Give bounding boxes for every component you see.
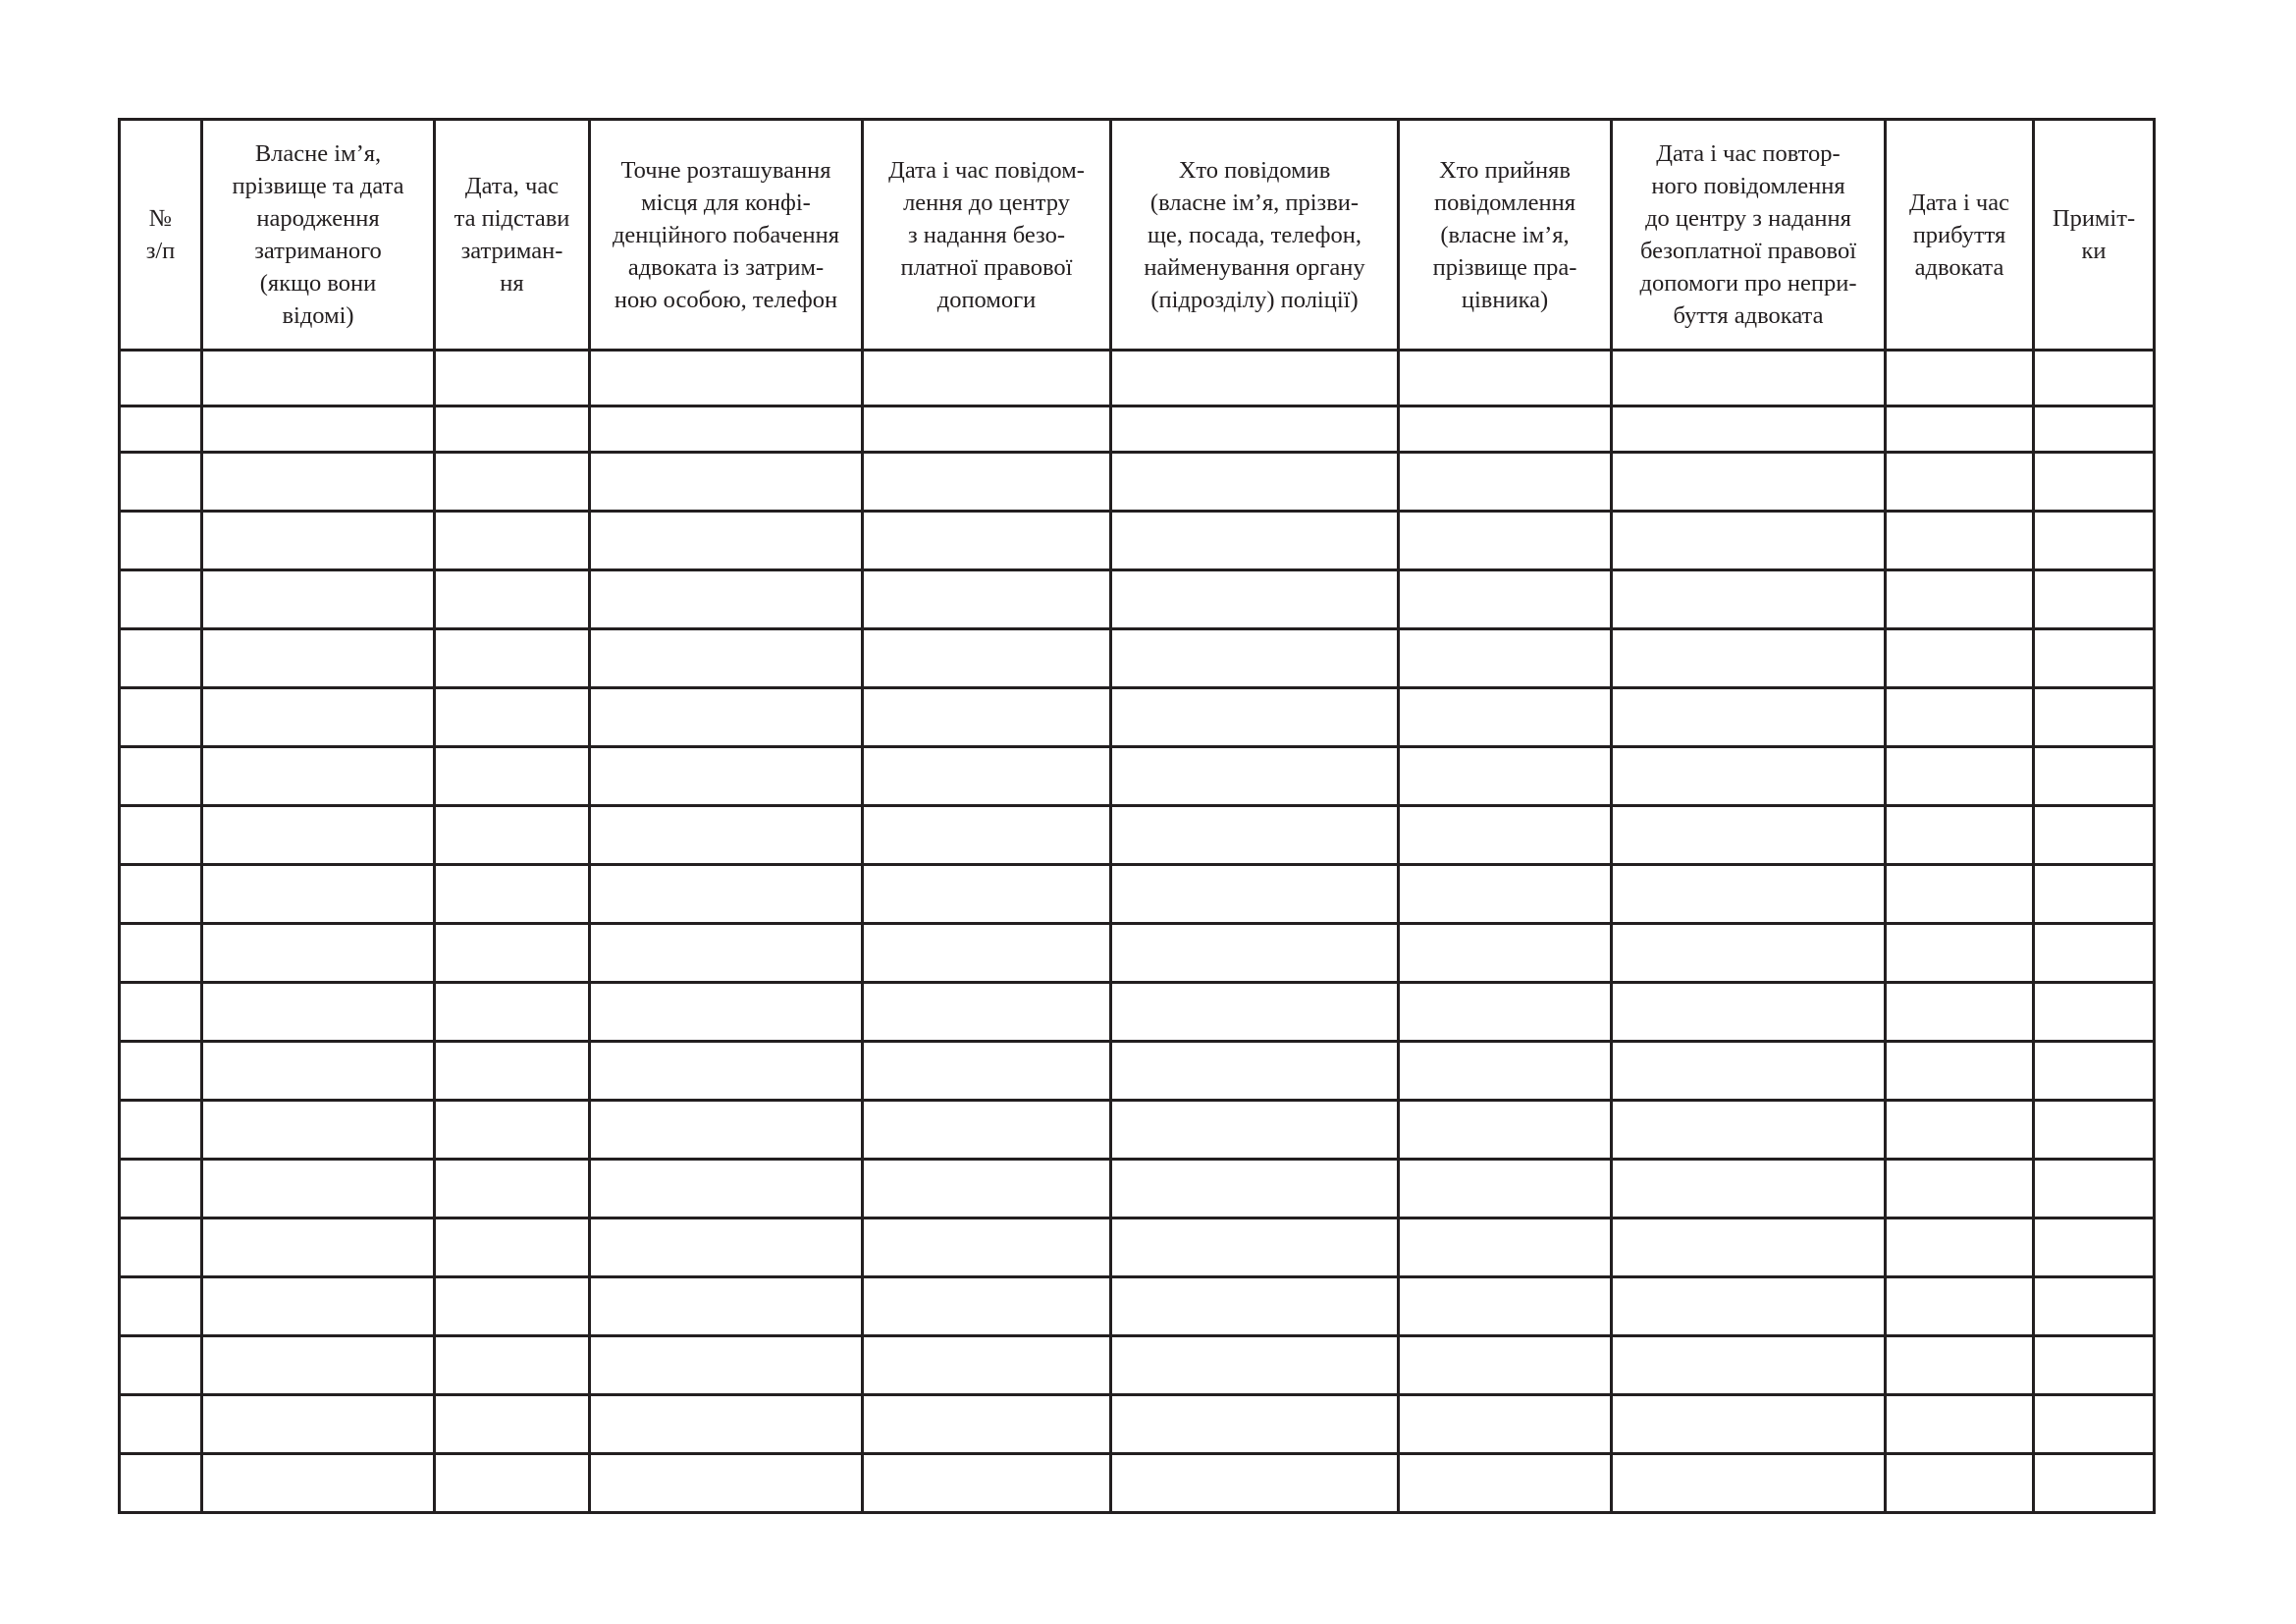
table-cell: [1111, 1218, 1399, 1277]
table-cell: [2034, 1336, 2155, 1395]
table-row: [120, 688, 2155, 747]
table-cell: [863, 1336, 1111, 1395]
table-cell: [1612, 351, 1886, 406]
table-cell: [202, 453, 435, 512]
header-notified-by: Хто повідомив (власне ім’я, прізви- ще, посада, телефон, найменування органу (підрозділу) поліції): [1111, 120, 1399, 351]
table-row: [120, 1277, 2155, 1336]
table-cell: [1612, 1454, 1886, 1513]
table-cell: [2034, 1160, 2155, 1218]
table-cell: [120, 629, 202, 688]
table-cell: [1111, 1336, 1399, 1395]
table-cell: [2034, 406, 2155, 453]
header-detainee-name: Власне ім’я, прізвище та дата народження затриманого (якщо вони відомі): [202, 120, 435, 351]
table-cell: [590, 983, 863, 1042]
table-cell: [863, 1395, 1111, 1454]
table-cell: [1399, 1160, 1612, 1218]
table-cell: [863, 1160, 1111, 1218]
table-cell: [863, 983, 1111, 1042]
table-cell: [202, 865, 435, 924]
table-cell: [863, 806, 1111, 865]
header-repeat-notification: Дата і час повтор- ного повідомлення до центру з надання безоплатної правової допомоги про непри- буття адвоката: [1612, 120, 1886, 351]
table-cell: [120, 1160, 202, 1218]
table-cell: [1399, 351, 1612, 406]
register-table: [118, 118, 2156, 1514]
table-cell: [1399, 629, 1612, 688]
table-cell: [1886, 351, 2034, 406]
table-cell: [1886, 688, 2034, 747]
table-cell: [120, 453, 202, 512]
table-cell: [202, 1042, 435, 1101]
table-cell: [863, 629, 1111, 688]
table-cell: [1612, 406, 1886, 453]
table-row: [120, 983, 2155, 1042]
table-row: [120, 1042, 2155, 1101]
table-row: [120, 406, 2155, 453]
header-lawyer-arrival: Дата і час прибуття адвоката: [1886, 120, 2034, 351]
table-cell: [120, 1454, 202, 1513]
table-cell: [120, 1395, 202, 1454]
table-cell: [590, 1160, 863, 1218]
table-cell: [1111, 1277, 1399, 1336]
table-cell: [863, 1277, 1111, 1336]
table-cell: [1111, 924, 1399, 983]
table-cell: [863, 747, 1111, 806]
table-cell: [435, 406, 590, 453]
table-cell: [435, 1395, 590, 1454]
table-cell: [1886, 512, 2034, 570]
header-notes: Приміт- ки: [2034, 120, 2155, 351]
table-cell: [590, 1101, 863, 1160]
table-cell: [120, 1277, 202, 1336]
table-cell: [1612, 747, 1886, 806]
table-cell: [2034, 570, 2155, 629]
table-cell: [1886, 806, 2034, 865]
table-cell: [2034, 1101, 2155, 1160]
table-cell: [435, 570, 590, 629]
table-cell: [1612, 1160, 1886, 1218]
table-cell: [863, 351, 1111, 406]
table-cell: [202, 747, 435, 806]
table-row: [120, 570, 2155, 629]
table-cell: [863, 1101, 1111, 1160]
table-cell: [1612, 629, 1886, 688]
table-row: [120, 1160, 2155, 1218]
table-cell: [1886, 570, 2034, 629]
table-cell: [1886, 747, 2034, 806]
table-cell: [202, 1101, 435, 1160]
table-cell: [1399, 512, 1612, 570]
table-cell: [1612, 865, 1886, 924]
table-cell: [1111, 983, 1399, 1042]
table-cell: [435, 688, 590, 747]
table-cell: [1612, 688, 1886, 747]
table-cell: [1399, 1395, 1612, 1454]
table-cell: [202, 406, 435, 453]
table-cell: [2034, 453, 2155, 512]
table-cell: [590, 629, 863, 688]
table-row: [120, 1454, 2155, 1513]
table-row: [120, 1101, 2155, 1160]
table-cell: [1111, 629, 1399, 688]
table-cell: [1886, 1042, 2034, 1101]
table-cell: [1399, 865, 1612, 924]
table-cell: [1399, 1336, 1612, 1395]
table-cell: [2034, 1218, 2155, 1277]
table-cell: [2034, 1454, 2155, 1513]
table-cell: [1111, 453, 1399, 512]
table-cell: [1399, 1454, 1612, 1513]
table-cell: [1886, 453, 2034, 512]
table-cell: [435, 1042, 590, 1101]
table-row: [120, 806, 2155, 865]
table-cell: [590, 570, 863, 629]
table-cell: [1612, 512, 1886, 570]
table-cell: [590, 865, 863, 924]
table-cell: [1111, 1160, 1399, 1218]
table-cell: [590, 351, 863, 406]
table-row: [120, 512, 2155, 570]
table-cell: [435, 924, 590, 983]
table-cell: [2034, 747, 2155, 806]
header-number: № з/п: [120, 120, 202, 351]
table-cell: [1612, 1218, 1886, 1277]
table-cell: [2034, 629, 2155, 688]
table-cell: [202, 1277, 435, 1336]
table-cell: [590, 1042, 863, 1101]
table-cell: [863, 570, 1111, 629]
table-cell: [435, 512, 590, 570]
table-row: [120, 453, 2155, 512]
table-cell: [1612, 453, 1886, 512]
table-cell: [590, 453, 863, 512]
table-row: [120, 1218, 2155, 1277]
table-cell: [1399, 453, 1612, 512]
table-cell: [435, 629, 590, 688]
table-cell: [202, 1218, 435, 1277]
table-cell: [435, 453, 590, 512]
table-cell: [435, 1101, 590, 1160]
table-cell: [1612, 983, 1886, 1042]
table-cell: [435, 1277, 590, 1336]
header-received-by: Хто прийняв повідомлення (власне ім’я, прізвище пра- цівника): [1399, 120, 1612, 351]
table-cell: [2034, 1277, 2155, 1336]
table-cell: [863, 865, 1111, 924]
table-cell: [1612, 806, 1886, 865]
table-cell: [202, 924, 435, 983]
table-cell: [590, 806, 863, 865]
table-cell: [1886, 1395, 2034, 1454]
table-cell: [202, 1160, 435, 1218]
table-cell: [120, 406, 202, 453]
table-cell: [2034, 924, 2155, 983]
table-cell: [1111, 1454, 1399, 1513]
table-cell: [1111, 1042, 1399, 1101]
table-cell: [1399, 983, 1612, 1042]
table-cell: [863, 453, 1111, 512]
table-cell: [1886, 406, 2034, 453]
table-cell: [435, 351, 590, 406]
table-cell: [435, 1218, 590, 1277]
table-cell: [590, 688, 863, 747]
table-cell: [590, 1218, 863, 1277]
table-cell: [2034, 1042, 2155, 1101]
table-cell: [1111, 1395, 1399, 1454]
table-cell: [1612, 1101, 1886, 1160]
table-cell: [1399, 806, 1612, 865]
header-detention-date: Дата, час та підстави затриман- ня: [435, 120, 590, 351]
table-cell: [1111, 406, 1399, 453]
table-cell: [863, 1042, 1111, 1101]
table-cell: [1886, 629, 2034, 688]
table-cell: [202, 983, 435, 1042]
table-row: [120, 351, 2155, 406]
table-cell: [1111, 747, 1399, 806]
header-meeting-location: Точне розташування місця для конфі- денційного побачення адвоката із затрим- ною особою, телефон: [590, 120, 863, 351]
table-cell: [1111, 688, 1399, 747]
table-cell: [202, 351, 435, 406]
table-cell: [202, 512, 435, 570]
table-cell: [120, 688, 202, 747]
table-cell: [1612, 570, 1886, 629]
table-cell: [590, 1336, 863, 1395]
table-cell: [863, 688, 1111, 747]
table-cell: [1111, 865, 1399, 924]
table-cell: [2034, 983, 2155, 1042]
table-cell: [435, 865, 590, 924]
table-cell: [120, 570, 202, 629]
table-cell: [435, 747, 590, 806]
table-cell: [202, 1336, 435, 1395]
table-cell: [2034, 512, 2155, 570]
table-cell: [202, 1395, 435, 1454]
table-cell: [1399, 747, 1612, 806]
table-cell: [120, 983, 202, 1042]
table-cell: [863, 1454, 1111, 1513]
table-cell: [120, 351, 202, 406]
table-cell: [1612, 924, 1886, 983]
table-cell: [120, 1218, 202, 1277]
table-row: [120, 747, 2155, 806]
table-row: [120, 924, 2155, 983]
table-cell: [590, 1395, 863, 1454]
table-cell: [1111, 1101, 1399, 1160]
table-cell: [1399, 688, 1612, 747]
table-row: [120, 1336, 2155, 1395]
table-cell: [120, 1101, 202, 1160]
table-cell: [1612, 1042, 1886, 1101]
table-cell: [863, 924, 1111, 983]
table-cell: [1399, 1277, 1612, 1336]
table-cell: [435, 1336, 590, 1395]
table-cell: [2034, 351, 2155, 406]
table-cell: [202, 688, 435, 747]
table-cell: [1612, 1336, 1886, 1395]
table-cell: [1886, 1160, 2034, 1218]
table-cell: [2034, 865, 2155, 924]
table-cell: [120, 924, 202, 983]
table-cell: [1399, 1101, 1612, 1160]
table-cell: [590, 1454, 863, 1513]
table-cell: [120, 806, 202, 865]
table-cell: [120, 1336, 202, 1395]
table-cell: [1399, 924, 1612, 983]
table-cell: [1886, 1454, 2034, 1513]
table-cell: [202, 570, 435, 629]
table-cell: [202, 1454, 435, 1513]
table-cell: [2034, 1395, 2155, 1454]
table-cell: [1399, 1042, 1612, 1101]
table-cell: [435, 1160, 590, 1218]
table-cell: [1111, 806, 1399, 865]
table-cell: [863, 1218, 1111, 1277]
table-row: [120, 865, 2155, 924]
table-cell: [435, 806, 590, 865]
table-cell: [1886, 1218, 2034, 1277]
table-cell: [590, 512, 863, 570]
table-cell: [435, 1454, 590, 1513]
table-cell: [202, 629, 435, 688]
table-row: [120, 1395, 2155, 1454]
table-cell: [1886, 924, 2034, 983]
table-cell: [1612, 1395, 1886, 1454]
table-cell: [590, 924, 863, 983]
header-notification-time: Дата і час повідом- лення до центру з надання безо- платної правової допомоги: [863, 120, 1111, 351]
table-cell: [2034, 806, 2155, 865]
table-cell: [120, 747, 202, 806]
table-cell: [1111, 570, 1399, 629]
table-cell: [863, 512, 1111, 570]
table-cell: [1399, 1218, 1612, 1277]
table-cell: [590, 747, 863, 806]
table-cell: [1886, 1277, 2034, 1336]
table-cell: [1886, 865, 2034, 924]
table-row: [120, 629, 2155, 688]
table-cell: [1111, 512, 1399, 570]
table-cell: [1886, 1101, 2034, 1160]
table-cell: [120, 512, 202, 570]
table-cell: [120, 1042, 202, 1101]
table-cell: [435, 983, 590, 1042]
table-cell: [1399, 570, 1612, 629]
table-cell: [2034, 688, 2155, 747]
header-row: [120, 120, 2155, 351]
table-cell: [1886, 983, 2034, 1042]
register-body: [120, 351, 2155, 1513]
table-cell: [120, 865, 202, 924]
table-cell: [590, 1277, 863, 1336]
table-cell: [863, 406, 1111, 453]
table-cell: [1111, 351, 1399, 406]
table-cell: [202, 806, 435, 865]
table-cell: [1612, 1277, 1886, 1336]
table-cell: [1399, 406, 1612, 453]
table-cell: [1886, 1336, 2034, 1395]
table-cell: [590, 406, 863, 453]
